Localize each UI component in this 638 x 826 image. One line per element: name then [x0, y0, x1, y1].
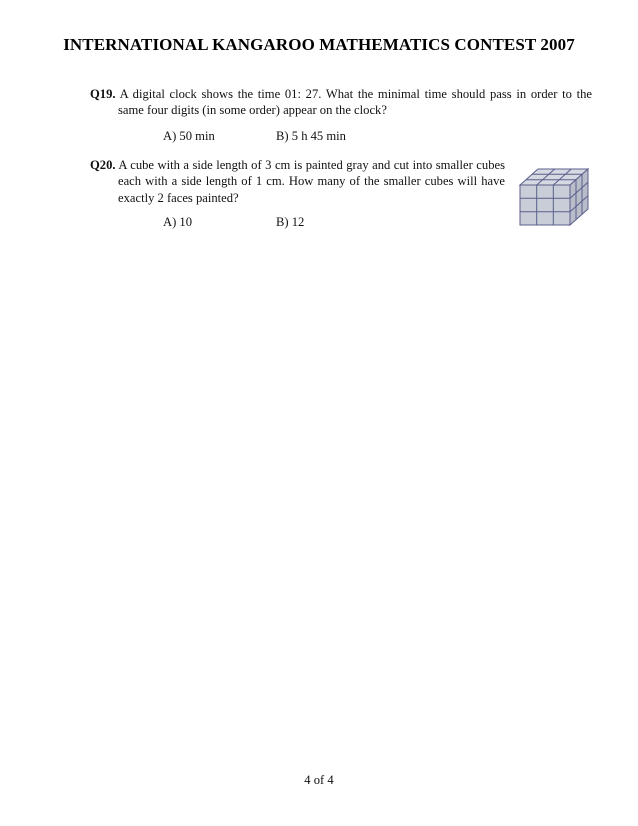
question-19-number: Q19.	[90, 87, 116, 101]
question-20-answer-b: B) 12	[276, 215, 305, 229]
page-number: 4 of 4	[304, 773, 334, 787]
question-20-text	[90, 157, 505, 206]
question-19-answer-a: A) 50 min	[163, 129, 215, 143]
question-20	[90, 157, 505, 206]
question-20-number: Q20.	[90, 158, 116, 172]
question-19	[90, 86, 592, 119]
cube-figure	[518, 165, 592, 227]
question-20-answer-a: A) 10	[163, 215, 193, 229]
question-19-body: A digital clock shows the time 01: 27. What the minimal time should pass in order to the same four digits (in some order) appear on the clock?	[118, 87, 592, 118]
question-19-answer-b: B) 5 h 45 min	[276, 129, 346, 143]
question-19-text	[90, 86, 592, 119]
question-20-body: A cube with a side length of 3 cm is painted gray and cut into smaller cubes each with a side length of 1 cm. How many of the smaller cubes will have exactly 2 faces painted?	[118, 158, 505, 205]
cube-3x3x3-icon	[518, 165, 592, 227]
page-title: INTERNATIONAL KANGAROO MATHEMATICS CONTEST 2007	[63, 35, 575, 54]
